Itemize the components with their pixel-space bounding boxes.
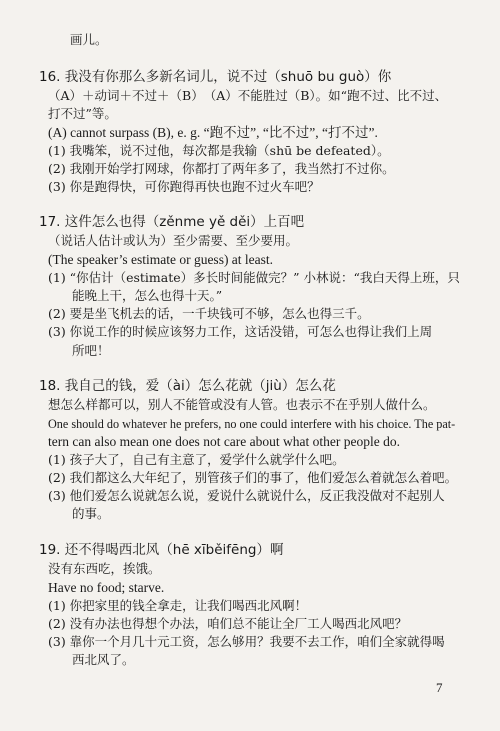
example-line: (3) 你是跑得快，可你跑得再快也跑不过火车吧？: [48, 179, 320, 194]
entry-18-heading: 18. 我自己的钱，爱（ài）怎么花就（jiù）怎么花: [39, 378, 336, 394]
example-line: (1) 你把家里的钱全拿走，让我们喝西北风啊！: [48, 598, 308, 613]
example-line: (2) 我刚开始学打网球，你都打了两年多了，我当然打不过你。: [48, 161, 395, 176]
example-line: 的事。: [72, 506, 110, 521]
text-line: 想怎么样都可以，别人不能管或没有人管。也表示不在乎别人做什么。: [48, 397, 436, 412]
text-line: （说话人估计或认为）至少需要、至少要用。: [48, 233, 299, 248]
example-line: (3) 靠你一个月几十元工资，怎么够用？我要不去工作，咱们全家就得喝: [48, 634, 445, 649]
entry-16-heading: 16. 我没有你那么多新名词儿，说不过（shuō bu guò）你: [39, 69, 392, 85]
example-line: (3) 他们爱怎么说就怎么说，爱说什么就说什么，反正我没做对不起别人: [48, 488, 445, 503]
text-line: 画儿。: [70, 32, 108, 47]
example-line: (1) “你估计（estimate）多长时间能做完？” 小林说：“我白天得上班，只: [48, 270, 460, 285]
text-line: (A) cannot surpass (B), e. g. “跑不过”, “比不过”, “打不过”.: [48, 125, 378, 140]
example-line: (1) 我嘴笨，说不过他，每次都是我输（shū be defeated）。: [48, 143, 390, 158]
page-number: 7: [436, 680, 443, 695]
text-line: 没有东西吃，挨饿。: [48, 561, 161, 576]
example-line: (2) 我们都这么大年纪了，别管孩子们的事了，他们爱怎么着就怎么着吧。: [48, 470, 458, 485]
text-line: Have no food; starve.: [48, 580, 165, 595]
text-line: 打不过”等。: [48, 106, 117, 121]
example-line: (1) 孩子大了，自己有主意了，爱学什么就学什么吧。: [48, 452, 345, 467]
text-line: (The speaker’s estimate or guess) at least.: [48, 252, 274, 267]
text-line: One should do whatever he prefers, no one could interfere with his choice. The pat-: [48, 417, 456, 431]
text-line: （A）＋动词＋不过＋（B） （A）不能胜过（B）。如“跑不过、比不过、: [48, 88, 448, 103]
entry-17-heading: 17. 这件怎么也得（zěnme yě děi）上百吧: [39, 214, 305, 230]
example-line: (2) 要是坐飞机去的话，一千块钱可不够，怎么也得三千。: [48, 306, 370, 321]
example-line: 能晚上干，怎么也得十天。”: [72, 288, 223, 303]
example-line: (3) 你说工作的时候应该努力工作，这话没错，可怎么也得让我们上周: [48, 324, 433, 339]
text-line: tern can also mean one does not care about what other people do.: [48, 434, 400, 449]
example-line: 西北风了。: [72, 652, 135, 667]
example-line: (2) 没有办法也得想个办法，咱们总不能让全厂工人喝西北风吧？: [48, 616, 408, 631]
entry-19-heading: 19. 还不得喝西北风（hē xīběifēng）啊: [39, 542, 284, 558]
example-line: 所吧！: [72, 343, 110, 358]
